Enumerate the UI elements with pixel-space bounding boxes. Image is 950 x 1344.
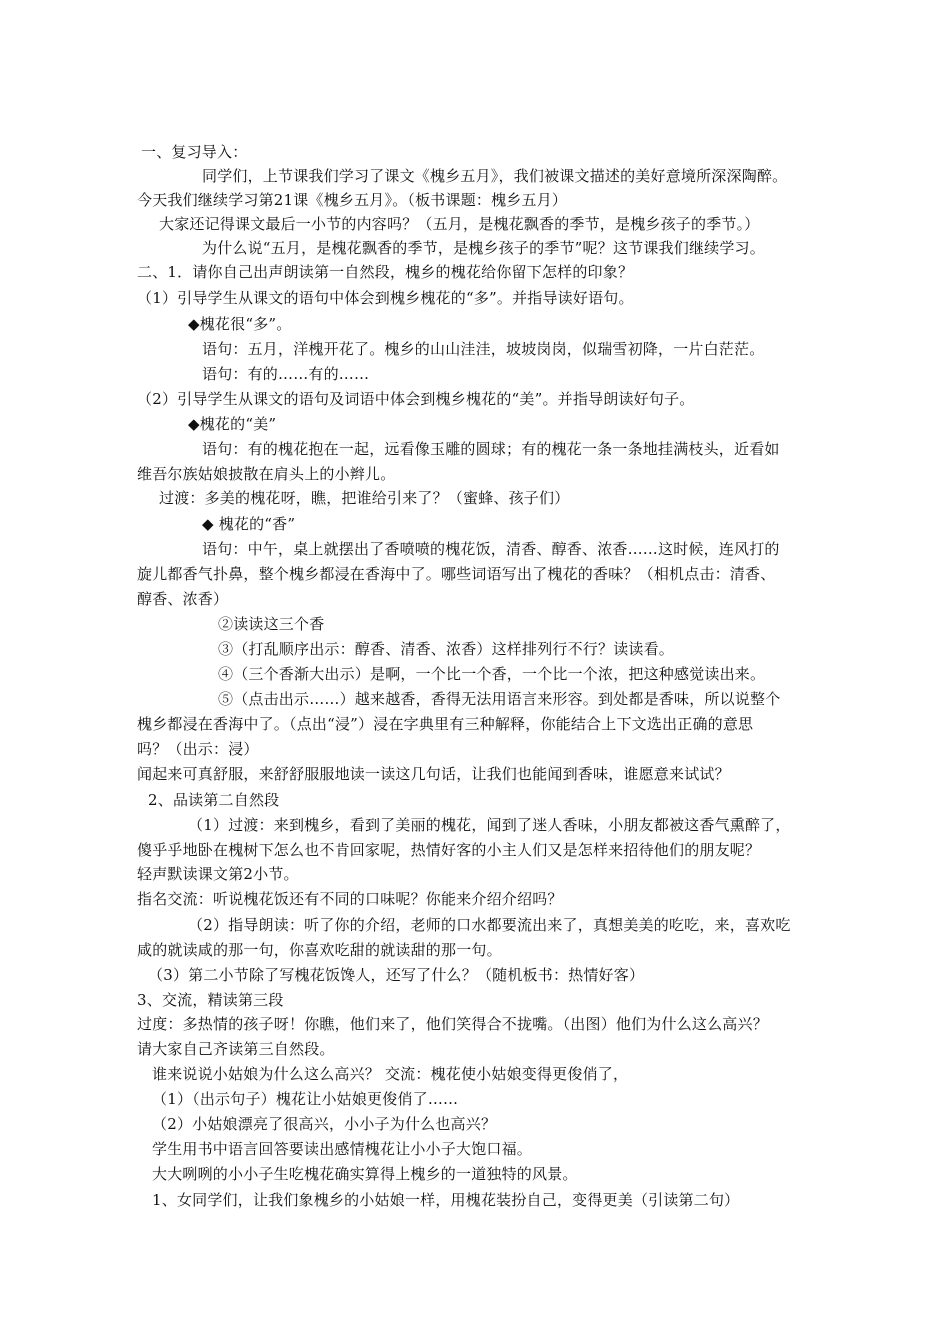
section-heading: 二、1．请你自己出声朗读第一自然段，槐乡的槐花给你留下怎样的印象？ — [137, 263, 634, 281]
paragraph-line: 1、女同学们，让我们象槐乡的小姑娘一样，用槐花装扮自己，变得更美（引读第二句） — [152, 1191, 740, 1209]
paragraph-line: 旋儿都香气扑鼻，整个槐乡都浸在香海中了。哪些词语写出了槐花的香味？（相机点击：清香、 — [137, 565, 776, 583]
paragraph-line: （1）（出示句子）槐花让小姑娘更俊俏了…… — [152, 1090, 459, 1108]
paragraph-line: 维吾尔族姑娘披散在肩头上的小辫儿。 — [137, 465, 396, 483]
paragraph-line: 过渡：多美的槐花呀，瞧，把谁给引来了？（蜜蜂、孩子们） — [159, 489, 570, 507]
paragraph-line: 语句：中午，桌上就摆出了香喷喷的槐花饭，清香、醇香、浓香……这时候，连风打的 — [202, 540, 780, 558]
paragraph-line: 大大咧咧的小小子生吃槐花确实算得上槐乡的一道独特的风景。 — [152, 1165, 578, 1183]
paragraph-line: 语句：五月，洋槐开花了。槐乡的山山洼洼，坡坡岗岗，似瑞雪初降，一片白茫茫。 — [202, 340, 765, 358]
paragraph-line: （2）引导学生从课文的语句及词语中体会到槐乡槐花的“美”。并指导朗读好句子。 — [137, 390, 695, 408]
paragraph-line: 大家还记得课文最后一小节的内容吗？（五月，是槐花飘香的季节，是槐乡孩子的季节。） — [159, 215, 760, 233]
paragraph-line: 槐乡都浸在香海中了。（点出“浸”）浸在字典里有三种解释，你能结合上下文选出正确的意思 — [137, 715, 754, 733]
bullet-item: ◆ 槐花的“香” — [202, 515, 296, 533]
paragraph-line: 请大家自己齐读第三自然段。 — [137, 1040, 335, 1058]
paragraph-line: 过度：多热情的孩子呀！你瞧，他们来了，他们笑得合不拢嘴。（出图）他们为什么这么高兴？ — [137, 1015, 768, 1033]
paragraph-line: 醇香、浓香） — [137, 590, 229, 608]
heading-review-intro: 一、复习导入： — [141, 143, 248, 161]
paragraph-line: （2）小姑娘漂亮了很高兴，小小子为什么也高兴？ — [152, 1115, 497, 1133]
paragraph-line: 咸的就读咸的那一句，你喜欢吃甜的就读甜的那一句。 — [137, 941, 502, 959]
paragraph-line: （1）引导学生从课文的语句中体会到槐乡槐花的“多”。并指导读好语句。 — [137, 289, 634, 307]
paragraph-line: （1）过渡：来到槐乡，看到了美丽的槐花，闻到了迷人香味，小朋友都被这香气熏醉了， — [188, 816, 791, 834]
paragraph-line: 同学们，上节课我们学习了课文《槐乡五月》，我们被课文描述的美好意境所深深陶醉。 — [202, 167, 788, 185]
list-item: ③（打乱顺序出示：醇香、清香、浓香）这样排列行不行？读读看。 — [218, 640, 675, 658]
paragraph-line: 傻乎乎地卧在槐树下怎么也不肯回家呢，热情好客的小主人们又是怎样来招待他们的朋友呢？ — [137, 841, 761, 859]
paragraph-line: （2）指导朗读：听了你的介绍，老师的口水都要流出来了，真想美美的吃吃，来，喜欢吃 — [188, 916, 791, 934]
section-heading: 2、品读第二自然段 — [148, 791, 280, 809]
paragraph-line: 语句：有的槐花抱在一起，远看像玉雕的圆球；有的槐花一条一条地挂满枝头，近看如 — [202, 440, 780, 458]
paragraph-line: 轻声默读课文第2小节。 — [137, 865, 299, 883]
paragraph-line: 语句：有的……有的…… — [202, 365, 370, 383]
bullet-item: ◆槐花很“多”。 — [188, 315, 292, 333]
paragraph-line: 谁来说说小姑娘为什么这么高兴？ 交流：槐花使小姑娘变得更俊俏了， — [152, 1065, 629, 1083]
paragraph-line: 为什么说“五月，是槐花飘香的季节，是槐乡孩子的季节”呢？这节课我们继续学习。 — [202, 239, 765, 257]
paragraph-line: 吗？（出示：浸） — [137, 740, 259, 758]
list-item: ②读读这三个香 — [218, 615, 325, 633]
list-item: ⑤（点击出示……）越来越香，香得无法用语言来形容。到处都是香味，所以说整个 — [218, 690, 781, 708]
paragraph-line: 闻起来可真舒服，来舒舒服服地读一读这几句话，让我们也能闻到香味，谁愿意来试试？ — [137, 765, 730, 783]
paragraph-line: 指名交流：听说槐花饭还有不同的口味呢？你能来介绍介绍吗？ — [137, 890, 563, 908]
bullet-item: ◆槐花的“美” — [188, 415, 277, 433]
paragraph-line: （3）第二小节除了写槐花饭馋人，还写了什么？（随机板书：热情好客） — [148, 966, 645, 984]
paragraph-line: 学生用书中语言回答要读出感情槐花让小小子大饱口福。 — [152, 1140, 533, 1158]
list-item: ④（三个香渐大出示）是啊，一个比一个香，一个比一个浓，把这种感觉读出来。 — [218, 665, 766, 683]
section-heading: 3、交流，精读第三段 — [137, 991, 284, 1009]
paragraph-line: 今天我们继续学习第21课《槐乡五月》。（板书课题：槐乡五月） — [137, 191, 568, 209]
